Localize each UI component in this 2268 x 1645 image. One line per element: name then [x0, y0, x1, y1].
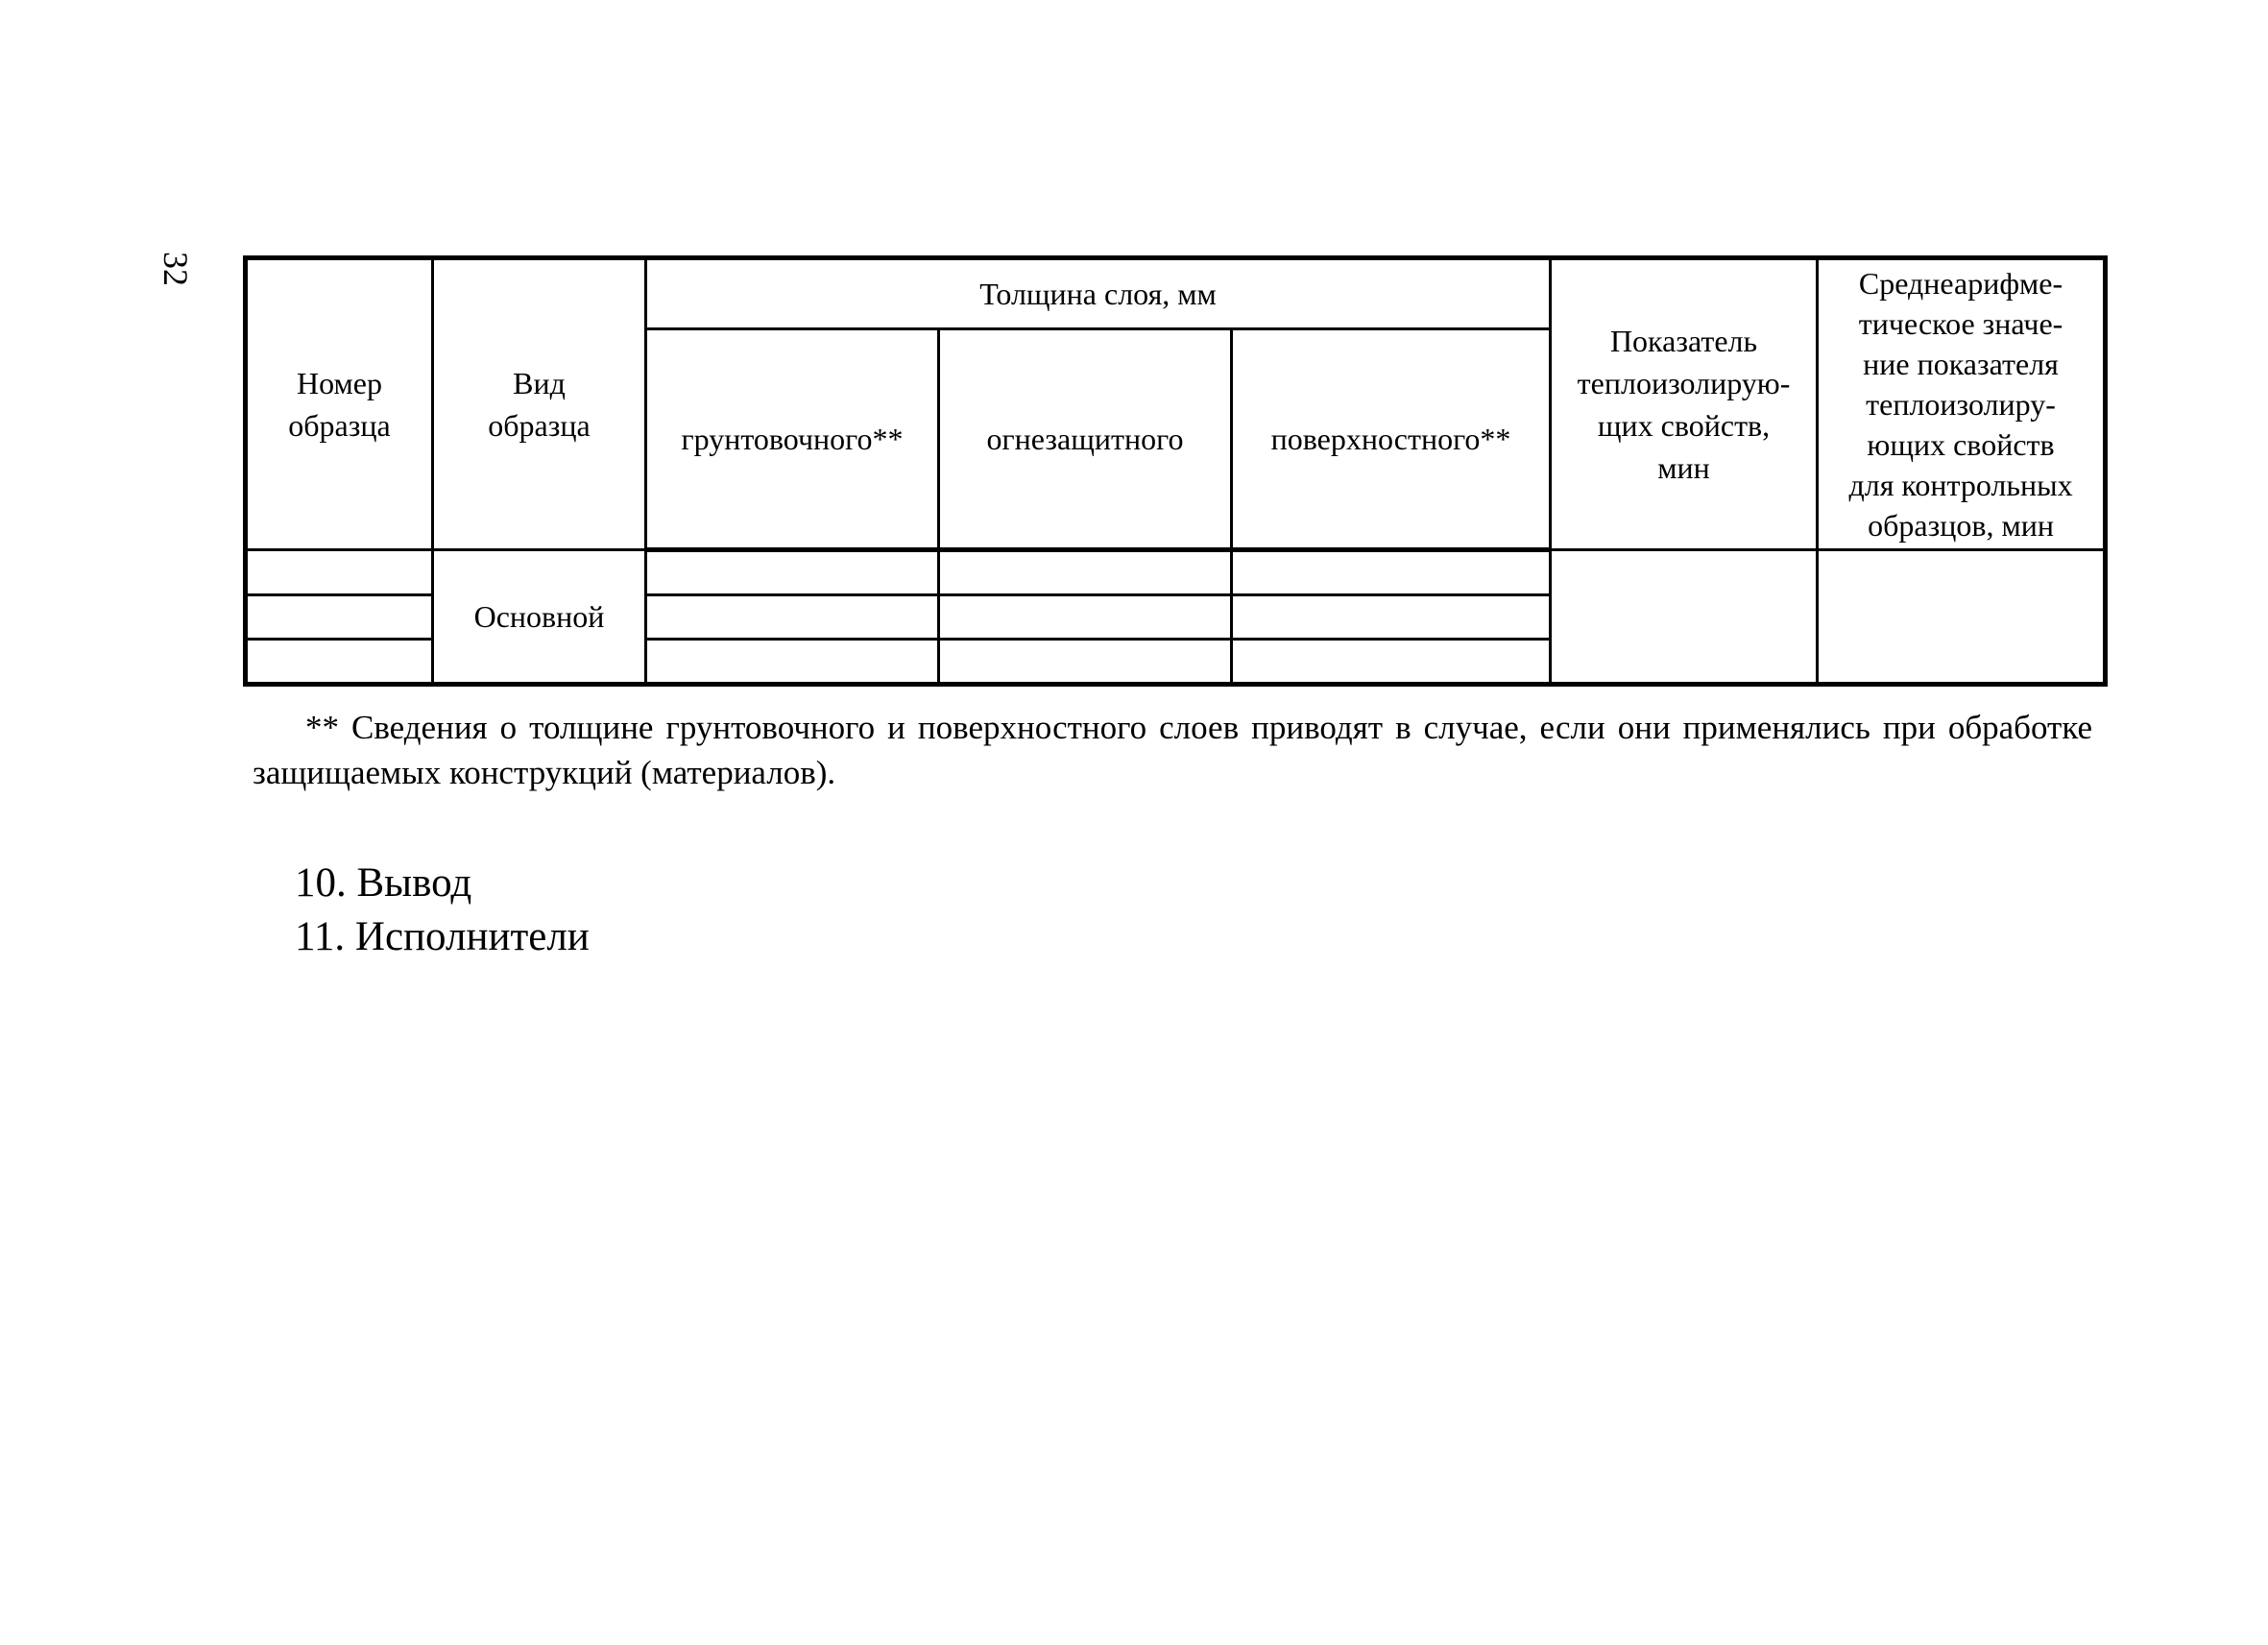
header-average-index: Среднеарифме- тическое значе- ние показателя теплоизолиру- ющих свойств для контрольных образцов, мин [1818, 258, 2106, 550]
results-table [243, 255, 2108, 687]
cell-surface [1232, 595, 1551, 640]
cell-average-index [1818, 550, 2106, 685]
cell-sample-number [246, 550, 433, 595]
header-sample-type: Вид образца [433, 258, 646, 550]
cell-fireproof [939, 640, 1232, 685]
cell-surface [1232, 550, 1551, 595]
footnote: ** Сведения о толщине грунтовочного и поверхностного слоев приводят в случае, если они применялись при обработке защищаемых конструкций (материалов). [253, 709, 2092, 791]
header-fireproof: огнезащитного [939, 329, 1232, 550]
header-layer-thickness: Толщина слоя, мм [646, 258, 1551, 329]
cell-primer [646, 640, 939, 685]
section-conclusion: 10. Вывод [295, 860, 472, 906]
cell-primer [646, 550, 939, 595]
cell-sample-number [246, 595, 433, 640]
cell-primer [646, 595, 939, 640]
table-row [246, 550, 2106, 595]
cell-fireproof [939, 595, 1232, 640]
cell-insulation-index [1551, 550, 1818, 685]
cell-fireproof [939, 550, 1232, 595]
header-sample-number: Номер образца [246, 258, 433, 550]
header-insulation-index: Показатель теплоизолирую- щих свойств, мин [1551, 258, 1818, 550]
header-primer: грунтовочного** [646, 329, 939, 550]
cell-sample-number [246, 640, 433, 685]
section-executors: 11. Исполнители [295, 914, 590, 959]
page-number: 32 [157, 252, 195, 286]
cell-surface [1232, 640, 1551, 685]
header-surface: поверхностного** [1232, 329, 1551, 550]
cell-sample-type: Основной [433, 550, 646, 685]
